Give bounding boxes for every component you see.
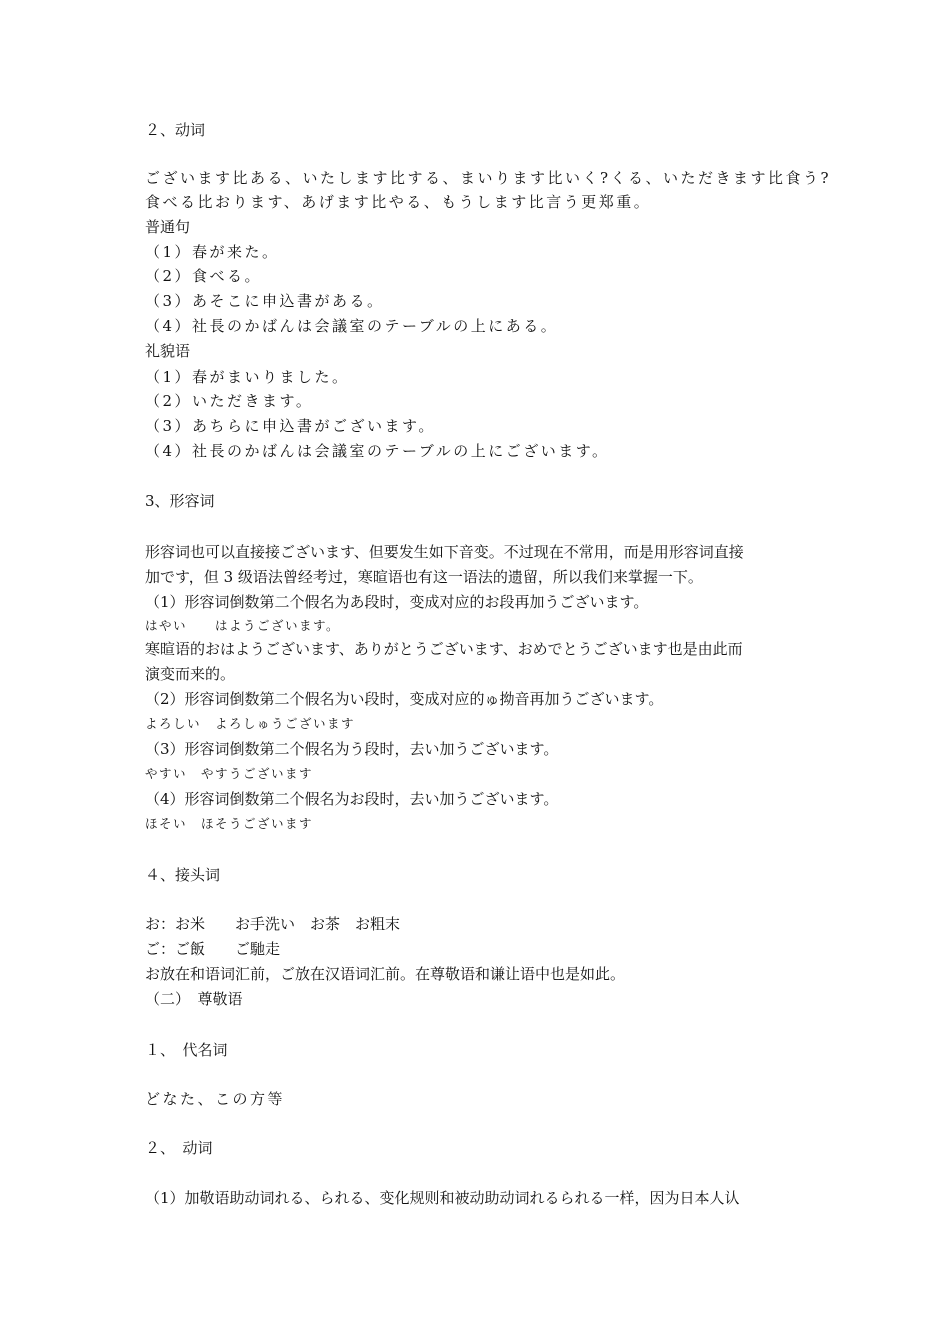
rule-item: （2）形容词倒数第二个假名为い段时，变成对应的ゅ拗音再加うございます。 [145,690,664,708]
example-item: （1）春がまいりました。 [145,368,350,386]
section-heading-prefixes: ４、接头词 [145,866,221,884]
example-item: （4）社長のかばんは会議室のテーブルの上にある。 [145,317,559,335]
subsection-heading-honorific: （二） 尊敬语 [145,990,243,1008]
paragraph-line: 食べる比おります、あげます比やる、もうします比言う更郑重。 [145,193,652,211]
section-heading-verbs: ２、动词 [145,121,206,139]
paragraph-line: 演变而来的。 [145,665,236,683]
example-item: （3）あそこに申込書がある。 [145,292,385,310]
polite-sentence-heading: 礼貌语 [145,342,191,360]
example-item: （3）あちらに申込書がございます。 [145,417,436,435]
example-item: （2）いただきます。 [145,392,314,410]
section-heading-pronouns: １、 代名词 [145,1041,228,1059]
example-item: はやい はようございます。 [145,618,341,633]
section-heading-adjectives: 3、形容词 [145,492,215,510]
prefix-example-go: ご：ご飯 ご馳走 [145,940,281,958]
example-item: どなた、この方等 [145,1090,286,1108]
section-heading-verbs-honorific: ２、 动词 [145,1139,213,1157]
example-item: （2）食べる。 [145,267,263,285]
plain-sentence-heading: 普通句 [145,218,191,236]
paragraph-line: お放在和语词汇前，ご放在汉语词汇前。在尊敬语和谦让语中也是如此。 [145,965,626,983]
example-item: よろしい よろしゅうございます [145,716,356,731]
example-item: （1）春が来た。 [145,243,280,261]
paragraph-line: 寒暄语的おはようございます、ありがとうございます、おめでとうございます也是由此而 [145,640,743,658]
paragraph-line: ございます比ある、いたします比する、まいります比いく?くる、いただきます比食う? [145,169,832,187]
rule-item: （4）形容词倒数第二个假名为お段时，去い加うございます。 [145,790,559,808]
example-item: やすい やすうございます [145,766,314,781]
rule-item: （1）形容词倒数第二个假名为あ段时，变成对应的お段再加うございます。 [145,593,649,611]
example-item: （4）社長のかばんは会議室のテーブルの上にございます。 [145,442,610,460]
rule-item: （1）加敬语助动词れる、られる、变化规则和被动助动词れるられる一样，因为日本人认 [145,1189,740,1207]
rule-item: （3）形容词倒数第二个假名为う段时，去い加うございます。 [145,740,559,758]
paragraph-line: 形容词也可以直接接ございます、但要发生如下音变。不过现在不常用，而是用形容词直接 [145,543,744,561]
paragraph-line: 加です，但 3 级语法曾经考过，寒暄语也有这一语法的遗留，所以我们来掌握一下。 [145,568,703,586]
example-item: ほそい ほそうございます [145,816,314,831]
prefix-example-o: お：お米 お手洗い お茶 お粗末 [145,915,401,933]
